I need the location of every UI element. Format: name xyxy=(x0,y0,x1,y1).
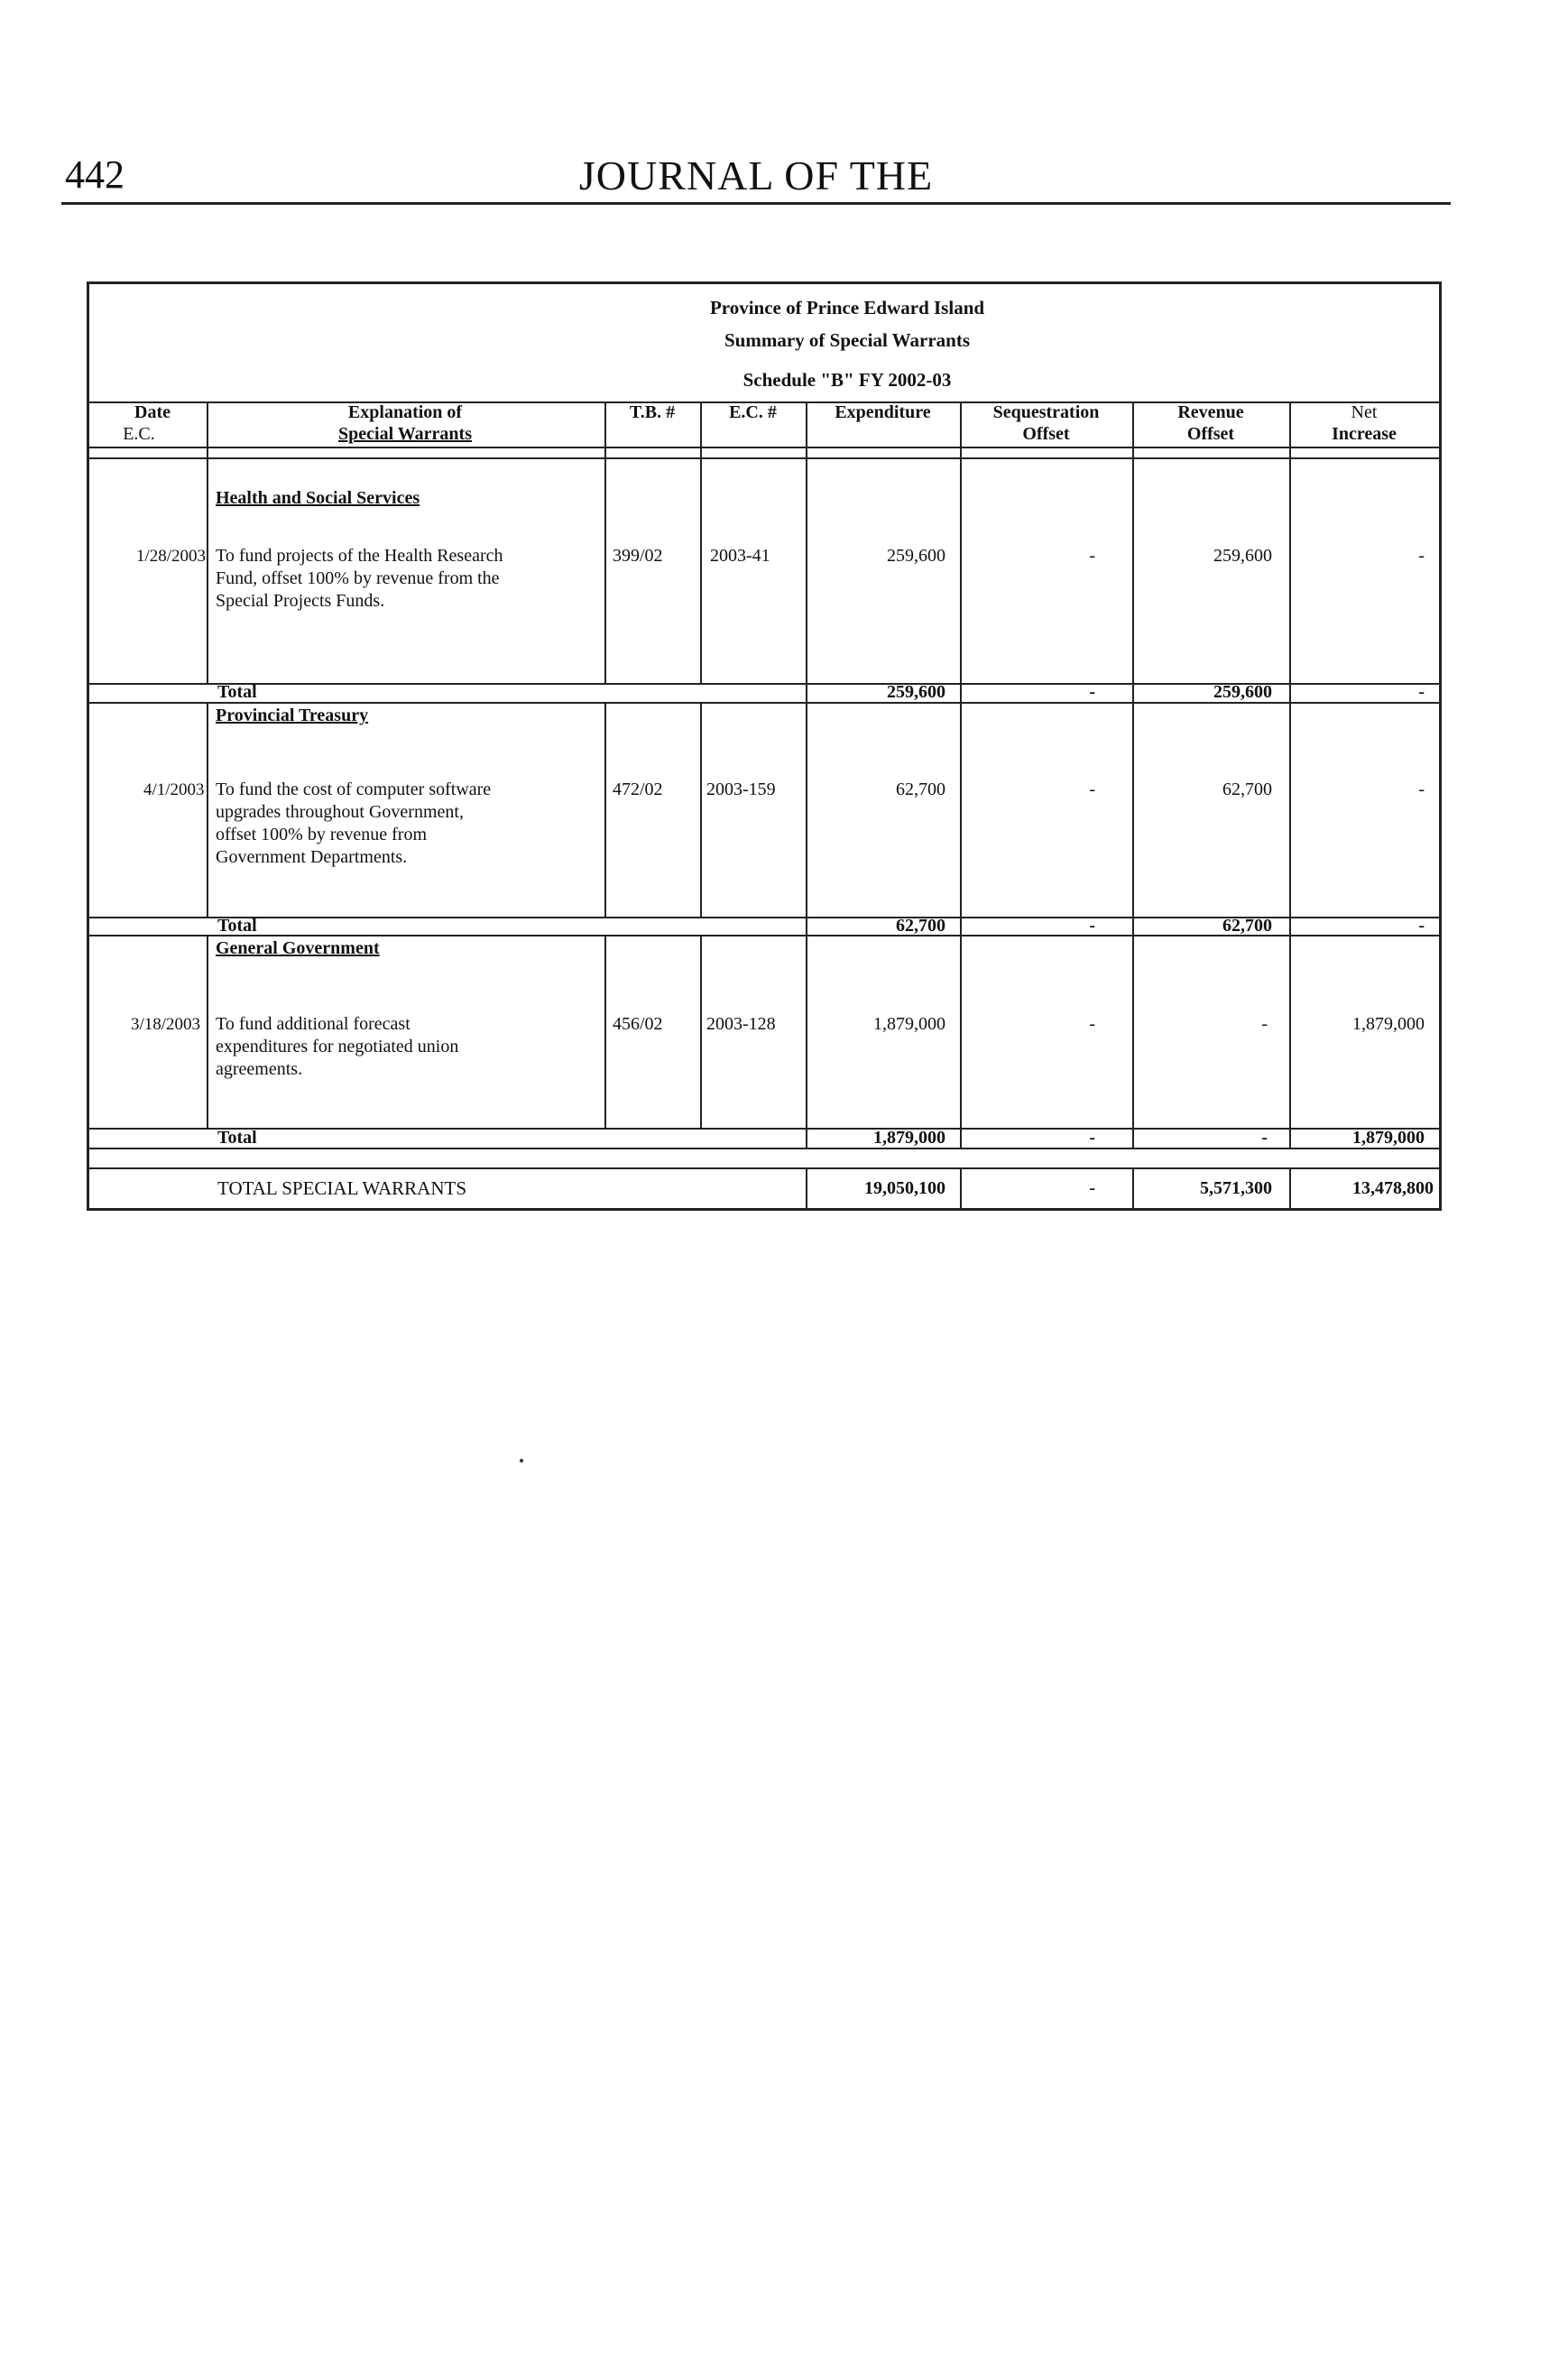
explanation-line: Government Departments. xyxy=(216,847,408,867)
header-tb: T.B. # xyxy=(629,402,676,422)
header-net-increase: Increase xyxy=(1332,424,1397,444)
date-cell: 1/28/2003 xyxy=(136,547,207,566)
grand-total-sequestration: - xyxy=(1089,1178,1095,1198)
header-double-rule xyxy=(89,457,1439,459)
total-net: 1,879,000 xyxy=(1352,1128,1425,1148)
col-divider-ec-s2 xyxy=(806,702,807,917)
total-expenditure: 259,600 xyxy=(887,682,945,702)
section-general-government-heading: General Government xyxy=(216,938,380,958)
net-value: 1,879,000 xyxy=(1352,1014,1425,1034)
header-net: Net xyxy=(1351,402,1378,422)
col-divider-date-s3 xyxy=(207,935,208,1128)
header-sequestration-offset: Offset xyxy=(1022,424,1070,444)
total-sequestration: - xyxy=(1089,1128,1095,1148)
col-divider-sequestration-s2 xyxy=(1132,702,1134,917)
total-sequestration: - xyxy=(1089,682,1095,702)
col-divider-ec xyxy=(806,401,807,683)
col-divider-tb xyxy=(700,401,702,683)
expenditure-value: 259,600 xyxy=(887,546,945,566)
total-revenue: 259,600 xyxy=(1213,682,1272,702)
total-net: - xyxy=(1418,916,1425,936)
header-sequestration: Sequestration xyxy=(992,402,1100,422)
section-total-label: Total xyxy=(217,1128,257,1148)
expenditure-value: 1,879,000 xyxy=(873,1014,945,1034)
header-rule xyxy=(61,202,1451,205)
section-total-label: Total xyxy=(217,916,257,936)
total-expenditure: 1,879,000 xyxy=(873,1128,945,1148)
tb-number: 472/02 xyxy=(613,779,663,799)
grand-total-revenue: 5,571,300 xyxy=(1200,1178,1272,1198)
ec-number: 2003-159 xyxy=(706,779,776,799)
section-total-label: Total xyxy=(217,682,257,702)
tb-number: 399/02 xyxy=(613,546,663,566)
grand-total-label: TOTAL SPECIAL WARRANTS xyxy=(217,1177,467,1199)
date-cell: 4/1/2003 xyxy=(143,780,205,799)
sequestration-value: - xyxy=(1089,779,1095,799)
col-divider-tb-s3 xyxy=(700,935,702,1128)
revenue-value: - xyxy=(1261,1014,1268,1034)
page-number: 442 xyxy=(65,152,125,197)
special-warrants-table xyxy=(87,281,1442,1211)
total-expenditure: 62,700 xyxy=(896,916,945,936)
revenue-value: 62,700 xyxy=(1222,779,1272,799)
page-header xyxy=(61,144,1451,202)
table-title-summary: Summary of Special Warrants xyxy=(724,329,971,351)
ec-number: 2003-128 xyxy=(706,1014,776,1034)
total-revenue: - xyxy=(1261,1128,1268,1148)
section-treasury-heading: Provincial Treasury xyxy=(216,706,369,725)
grand-total-expenditure: 19,050,100 xyxy=(864,1178,945,1198)
explanation-line: To fund the cost of computer software xyxy=(216,779,492,799)
total-net: - xyxy=(1418,682,1425,702)
header-explanation: Explanation of xyxy=(347,402,463,422)
col-divider-date-s2 xyxy=(207,702,208,917)
explanation-line: offset 100% by revenue from xyxy=(216,825,428,844)
col-divider-explanation-s3 xyxy=(604,935,606,1128)
sequestration-value: - xyxy=(1089,1014,1095,1034)
expenditure-value: 62,700 xyxy=(896,779,945,799)
explanation-line: Special Projects Funds. xyxy=(216,591,385,611)
explanation-line: agreements. xyxy=(216,1059,303,1079)
tb-number: 456/02 xyxy=(613,1014,663,1034)
date-cell: 3/18/2003 xyxy=(131,1015,201,1034)
ec-number: 2003-41 xyxy=(710,546,770,566)
col-divider-explanation xyxy=(604,401,606,683)
header-expenditure: Expenditure xyxy=(835,402,931,422)
explanation-line: upgrades throughout Government, xyxy=(216,802,464,822)
stray-mark xyxy=(520,1459,523,1462)
header-bottom-rule xyxy=(89,447,1439,448)
col-divider-explanation-s2 xyxy=(604,702,606,917)
revenue-value: 259,600 xyxy=(1213,546,1272,566)
sequestration-value: - xyxy=(1089,546,1095,566)
col-divider-revenue-s2 xyxy=(1289,702,1291,917)
grand-total-net: 13,478,800 xyxy=(1352,1178,1434,1198)
grand-total-top-rule xyxy=(89,1167,1439,1169)
col-divider-expenditure-s2 xyxy=(960,702,962,917)
explanation-line: expenditures for negotiated union xyxy=(216,1037,459,1056)
header-ec-date: E.C. xyxy=(123,424,155,444)
explanation-line: To fund additional forecast xyxy=(216,1014,410,1034)
total-revenue: 62,700 xyxy=(1222,916,1272,936)
header-date: Date xyxy=(134,402,171,422)
header-revenue: Revenue xyxy=(1177,402,1244,422)
header-special-warrants: Special Warrants xyxy=(338,424,472,444)
header-ec: E.C. # xyxy=(729,402,777,422)
total-sequestration: - xyxy=(1089,916,1095,936)
explanation-line: Fund, offset 100% by revenue from the xyxy=(216,568,500,588)
table-title-province: Province of Prince Edward Island xyxy=(709,297,985,318)
header-revenue-offset: Offset xyxy=(1186,424,1235,444)
col-divider-tb-s2 xyxy=(700,702,702,917)
journal-title: JOURNAL OF THE xyxy=(578,152,934,198)
explanation-line: To fund projects of the Health Research xyxy=(216,546,503,566)
section-health-heading: Health and Social Services xyxy=(216,488,420,508)
net-value: - xyxy=(1418,546,1425,566)
net-value: - xyxy=(1418,779,1425,799)
col-divider-date xyxy=(207,401,208,683)
table-title-schedule: Schedule "B" FY 2002-03 xyxy=(742,369,952,391)
